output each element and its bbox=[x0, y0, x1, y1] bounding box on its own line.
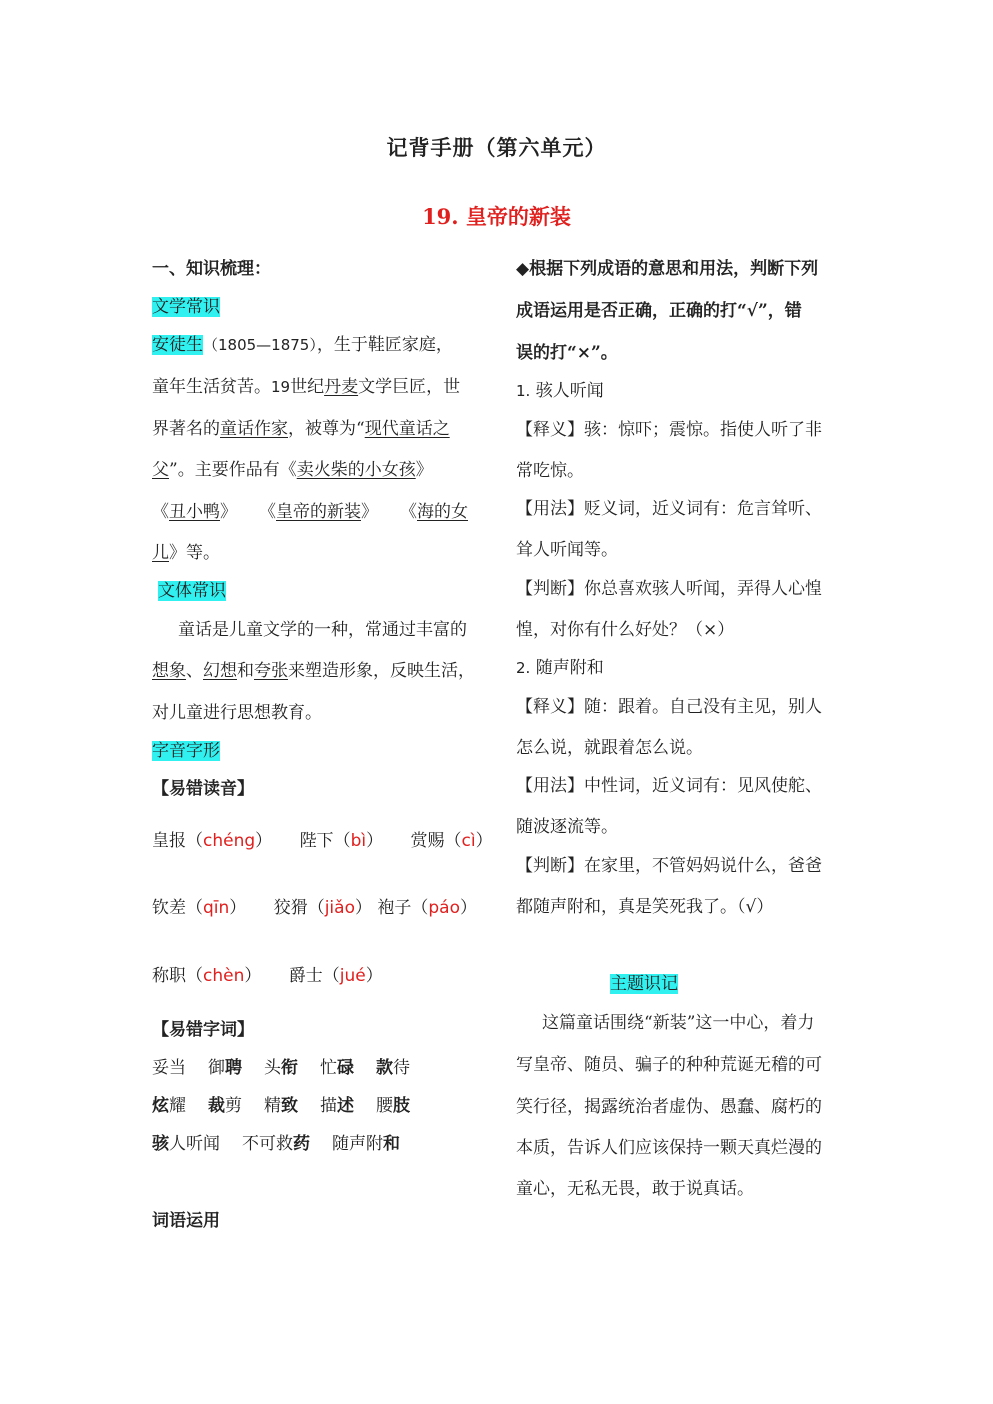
idiom-2-line: 【判断】在家里，不管妈妈说什么，爸爸 bbox=[516, 856, 822, 876]
intro-line-3: 误的打“×”。 bbox=[516, 343, 618, 363]
tag-char: 字音字形 bbox=[152, 741, 220, 761]
intro-line-1: ◆根据下列成语的意思和用法，判断下列 bbox=[516, 259, 819, 279]
page-title: 记背手册（第六单元） bbox=[386, 135, 607, 160]
genre-line-1: 童话是儿童文学的一种，常通过丰富的 bbox=[178, 620, 467, 640]
country: 丹麦 bbox=[324, 377, 359, 397]
theme-line: 笑行径，揭露统治者虚伪、愚蠢、腐朽的 bbox=[516, 1097, 822, 1117]
author-line-5: 《丑小鸭》 《皇帝的新装》 《海的女 bbox=[152, 502, 468, 522]
idiom-2-line: 随波逐流等。 bbox=[516, 817, 618, 837]
idiom-2-title: 2. 随声附和 bbox=[516, 658, 604, 678]
author-line-1: 安徒生（1805—1875），生于鞋匠家庭， bbox=[152, 335, 453, 355]
tag-theme: 主题识记 bbox=[610, 974, 678, 994]
author-line-2: 童年生活贫苦。19世纪丹麦文学巨匠，世 bbox=[152, 377, 461, 397]
theme-line: 写皇帝、随员、骗子的种种荒诞无稽的可 bbox=[516, 1055, 822, 1075]
chars-row-1: 妥当 御聘 头衔 忙碌 款待 bbox=[152, 1058, 410, 1078]
author-name: 安徒生 bbox=[152, 335, 203, 355]
intro-line-2: 成语运用是否正确，正确的打“√”，错 bbox=[516, 301, 802, 321]
theme-line: 童心，无私无畏，敢于说真话。 bbox=[516, 1179, 754, 1199]
chars-row-3: 骇人听闻 不可救药 随声附和 bbox=[152, 1134, 400, 1154]
usage-heading: 词语运用 bbox=[152, 1211, 220, 1231]
author-line-6: 儿》等。 bbox=[152, 543, 220, 563]
idiom-1-line: 【用法】贬义词，近义词有：危言耸听、 bbox=[516, 499, 822, 519]
pron-row-1: 皇报（chéng） 陛下（bì） 赏赐（cì） bbox=[152, 831, 493, 851]
char-heading: 【易错字词】 bbox=[152, 1020, 254, 1040]
pron-row-2: 钦差（qīn） 狡猾（jiǎo） 袍子（páo） bbox=[152, 898, 477, 918]
idiom-2-line: 【用法】中性词，近义词有：见风使舵、 bbox=[516, 776, 822, 796]
tag-genre: 文体常识 bbox=[158, 581, 226, 601]
genre-line-3: 对儿童进行思想教育。 bbox=[152, 703, 322, 723]
pron-row-3: 称职（chèn） 爵士（jué） bbox=[152, 966, 383, 986]
theme-line: 这篇童话围绕“新装”这一中心，着力 bbox=[542, 1013, 815, 1033]
idiom-1-line: 耸人听闻等。 bbox=[516, 540, 618, 560]
idiom-1-line: 【释义】骇：惊吓；震惊。指使人听了非 bbox=[516, 420, 822, 440]
idiom-2-line: 怎么说，就跟着怎么说。 bbox=[516, 738, 703, 758]
lesson-title: 19. 皇帝的新装 bbox=[422, 204, 571, 229]
chars-row-2: 炫耀 裁剪 精致 描述 腰肢 bbox=[152, 1096, 410, 1116]
tag-literature: 文学常识 bbox=[152, 297, 220, 317]
section-heading: 一、知识梳理： bbox=[152, 259, 271, 279]
idiom-1-line: 惶，对你有什么好处？（×） bbox=[516, 620, 735, 640]
theme-line: 本质，告诉人们应该保持一颗天真烂漫的 bbox=[516, 1138, 822, 1158]
idiom-2-line: 都随声附和，真是笑死我了。（√） bbox=[516, 897, 774, 917]
pron-heading: 【易错读音】 bbox=[152, 779, 254, 799]
author-line-3: 界著名的童话作家，被尊为“现代童话之 bbox=[152, 419, 450, 439]
idiom-1-line: 【判断】你总喜欢骇人听闻，弄得人心惶 bbox=[516, 579, 822, 599]
genre-line-2: 想象、幻想和夸张来塑造形象，反映生活， bbox=[152, 661, 475, 681]
author-line-4: 父”。主要作品有《卖火柴的小女孩》 bbox=[152, 460, 433, 480]
idiom-1-line: 常吃惊。 bbox=[516, 461, 584, 481]
idiom-1-title: 1. 骇人听闻 bbox=[516, 381, 604, 401]
idiom-2-line: 【释义】随：跟着。自己没有主见，别人 bbox=[516, 697, 822, 717]
